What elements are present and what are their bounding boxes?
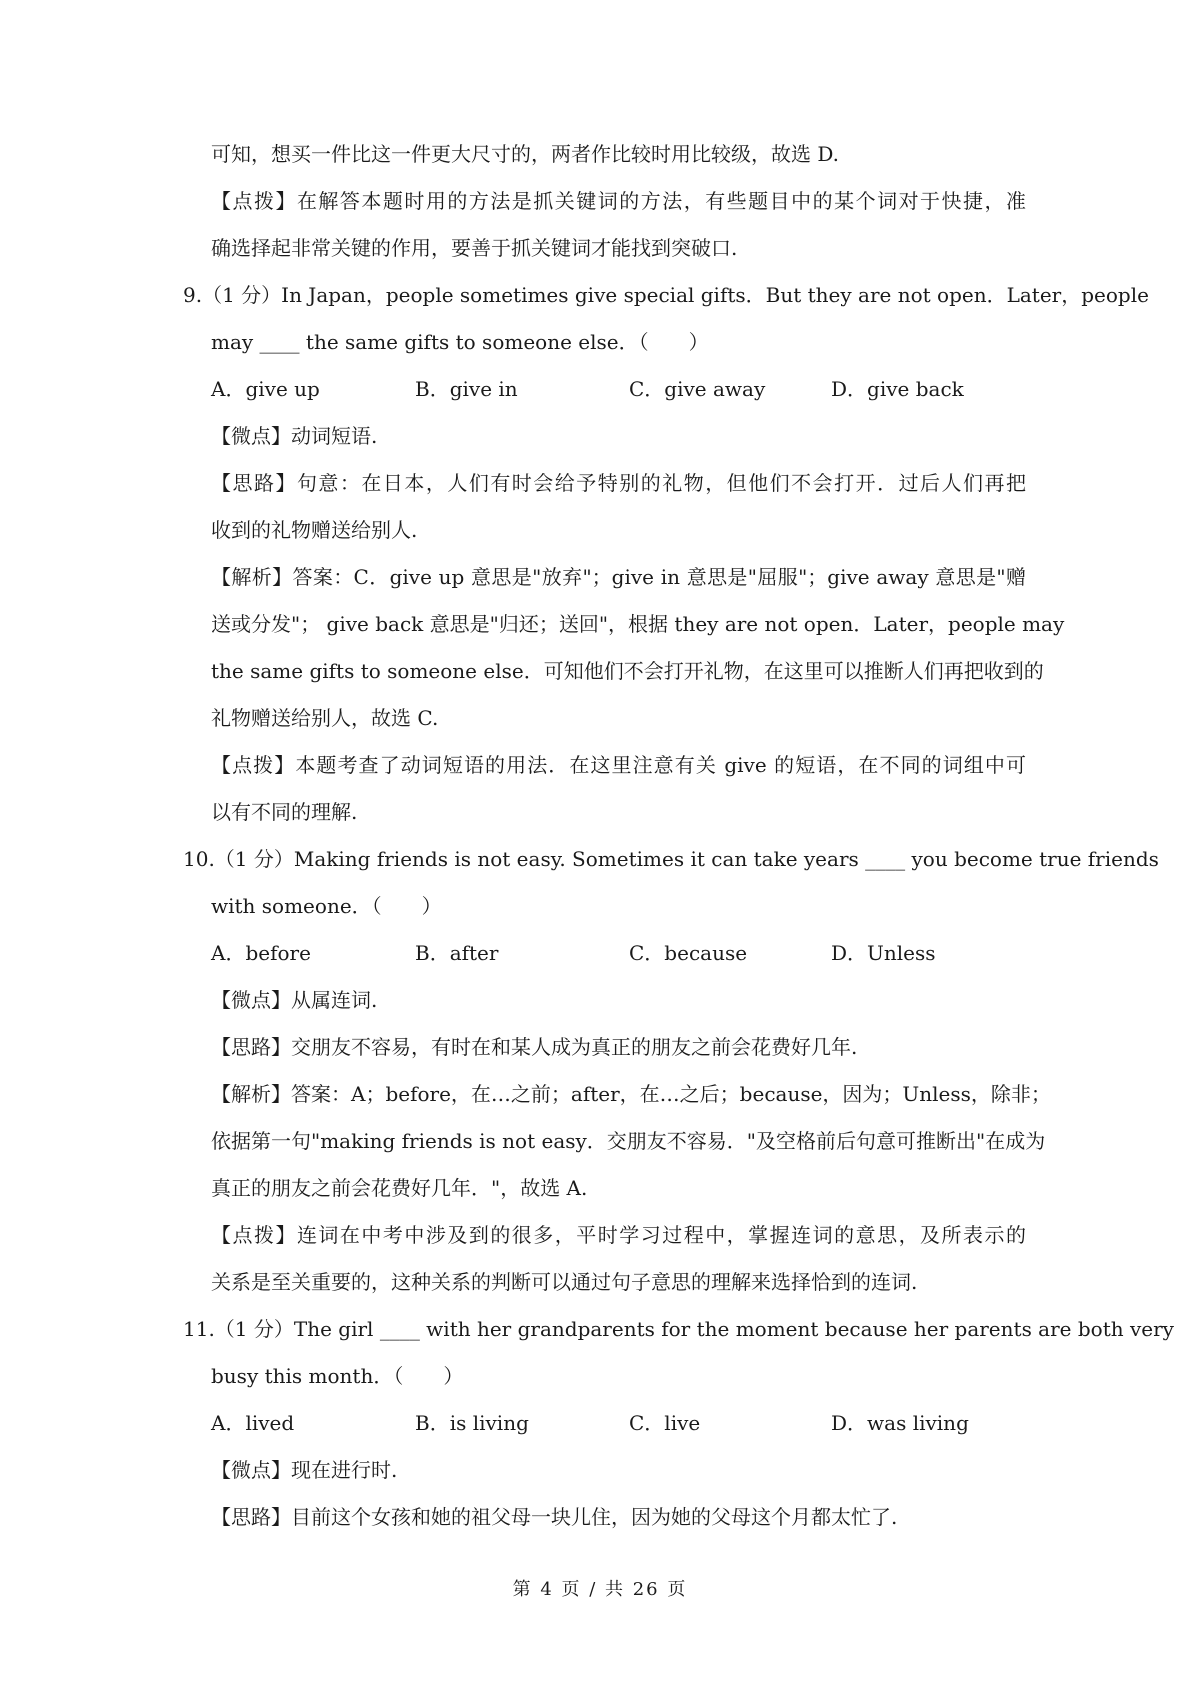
option-d: D．give back xyxy=(831,377,964,401)
question-10-options xyxy=(211,937,1026,969)
text-line: the same gifts to someone else．可知他们不会打开礼物，在这里可以推断人们再把收到的 xyxy=(211,659,1044,683)
text-line: 确选择起非常关键的作用，要善于抓关键词才能找到突破口. xyxy=(211,236,738,260)
text-line: 【微点】从属连词. xyxy=(211,988,378,1012)
text-line: 真正的朋友之前会花费好几年．"，故选 A. xyxy=(211,1176,588,1200)
text-line: 送或分发"； give back 意思是"归还；送回"，根据 they are not open．Later，people may xyxy=(211,612,1065,636)
question-9-options xyxy=(211,373,1026,405)
page-footer: 第 4 页 / 共 26 页 xyxy=(512,1579,688,1600)
option-b: B．give in xyxy=(415,377,518,401)
question-9-stem: 9.（1 分）In Japan，people sometimes give special gifts．But they are not open．Later，people xyxy=(183,283,1149,307)
text-line: 【点拨】在解答本题时用的方法是抓关键词的方法，有些题目中的某个词对于快捷，准 xyxy=(211,189,1026,213)
text-line: 可知，想买一件比这一件更大尺寸的，两者作比较时用比较级，故选 D. xyxy=(211,142,840,166)
question-11-stem: 11.（1 分）The girl ____ with her grandparents for the moment because her parents are both very xyxy=(183,1317,1174,1341)
question-11-options xyxy=(211,1407,1026,1439)
text-line: 【点拨】连词在中考中涉及到的很多，平时学习过程中，掌握连词的意思，及所表示的 xyxy=(211,1223,1026,1247)
option-d: D．Unless xyxy=(831,941,936,965)
text-line: 礼物赠送给别人，故选 C. xyxy=(211,706,439,730)
text-line: 【思路】句意：在日本，人们有时会给予特别的礼物，但他们不会打开．过后人们再把 xyxy=(211,471,1026,495)
text-line: 【解析】答案：C．give up 意思是"放弃"；give in 意思是"屈服"；give away 意思是"赠 xyxy=(211,565,1026,589)
text-line: 收到的礼物赠送给别人. xyxy=(211,518,418,542)
question-11-stem-cont: busy this month．（ ） xyxy=(211,1364,464,1388)
text-line: 关系是至关重要的，这种关系的判断可以通过句子意思的理解来选择恰到的连词. xyxy=(211,1270,918,1294)
question-10-stem: 10.（1 分）Making friends is not easy. Sometimes it can take years ____ you become true friends xyxy=(183,847,1159,871)
option-d: D．was living xyxy=(831,1411,969,1435)
option-a: A．lived xyxy=(211,1411,295,1435)
text-line: 依据第一句"making friends is not easy．交朋友不容易．"及空格前后句意可推断出"在成为 xyxy=(211,1129,1046,1153)
option-c: C．because xyxy=(629,941,748,965)
option-c: C．live xyxy=(629,1411,701,1435)
option-b: B．is living xyxy=(415,1411,529,1435)
option-c: C．give away xyxy=(629,377,766,401)
text-line: 以有不同的理解. xyxy=(211,800,358,824)
text-line: 【微点】现在进行时. xyxy=(211,1458,398,1482)
text-line: 【思路】交朋友不容易，有时在和某人成为真正的朋友之前会花费好几年. xyxy=(211,1035,858,1059)
option-b: B．after xyxy=(415,941,499,965)
text-line: 【点拨】本题考查了动词短语的用法．在这里注意有关 give 的短语，在不同的词组中可 xyxy=(211,753,1026,777)
option-a: A．give up xyxy=(211,377,320,401)
text-line: 【思路】目前这个女孩和她的祖父母一块儿住，因为她的父母这个月都太忙了. xyxy=(211,1505,898,1529)
text-line: 【微点】动词短语. xyxy=(211,424,378,448)
question-9-stem-cont: may ____ the same gifts to someone else．（ ） xyxy=(211,330,709,354)
option-a: A．before xyxy=(211,941,311,965)
question-10-stem-cont: with someone．（ ） xyxy=(211,894,442,918)
text-line: 【解析】答案：A；before，在…之前；after，在…之后；because，因为；Unless，除非； xyxy=(211,1082,1051,1106)
